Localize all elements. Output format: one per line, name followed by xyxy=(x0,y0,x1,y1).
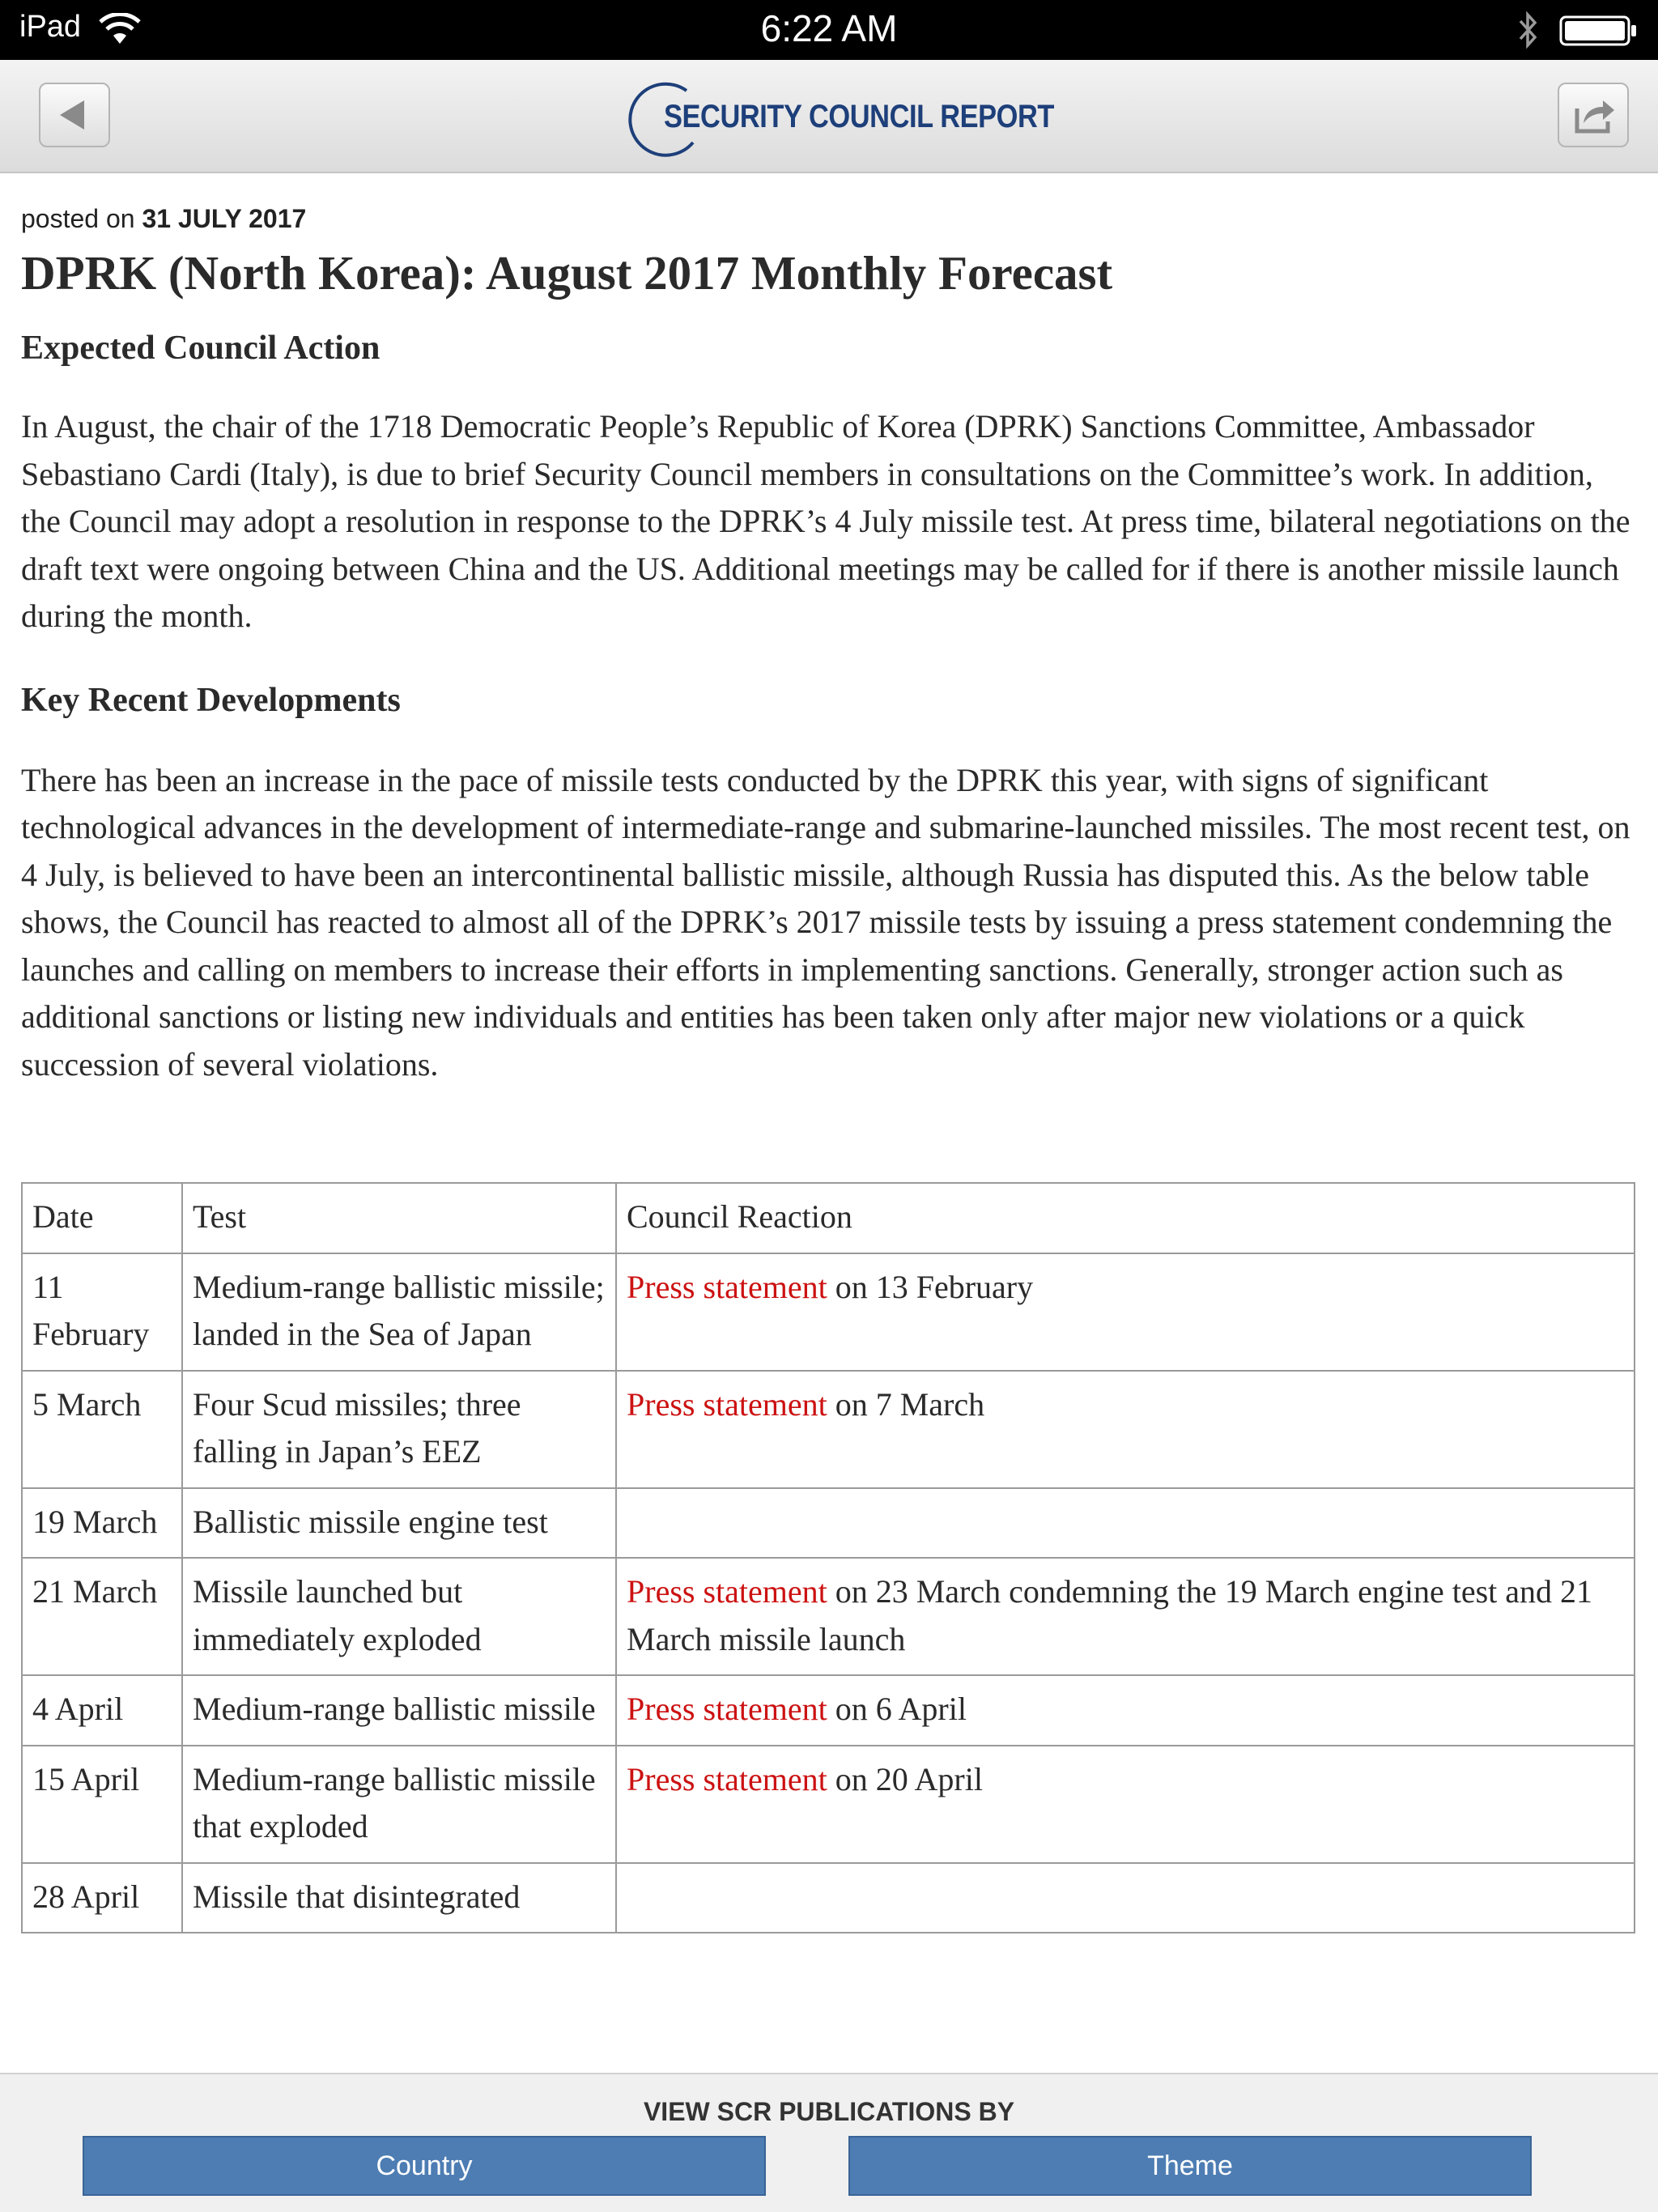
table-row xyxy=(22,1253,1635,1371)
reaction-text: on 7 March xyxy=(827,1385,985,1423)
site-logo[interactable] xyxy=(623,74,1054,162)
article-title: DPRK (North Korea): August 2017 Monthly Forecast xyxy=(21,246,1113,300)
column-header-council-reaction: Council Reaction xyxy=(616,1183,1635,1253)
reaction-text: on 6 April xyxy=(827,1691,967,1727)
status-bar xyxy=(0,0,1658,60)
cell-reaction xyxy=(616,1675,1635,1746)
article xyxy=(21,202,1635,1088)
section-text-expected-action: In August, the chair of the 1718 Democratic People’s Republic of Korea (DPRK) Sanctions Committee, Ambassador Sebastiano Cardi (Italy), is due to brief Security Council members in consultations on the Committee’s work. In addition, the Council may adopt a resolution in response to the DPRK’s 4 July missile test. At press time, bilateral negotiations on the draft text were ongoing between China and the US. Additional meetings may be called for if there is another missile launch during the month. xyxy=(21,408,1630,634)
table-row xyxy=(22,1558,1635,1675)
cell-date: 11 February xyxy=(22,1253,182,1371)
table-header-row xyxy=(22,1183,1635,1253)
press-statement-link[interactable]: Press statement xyxy=(627,1691,827,1727)
cell-reaction xyxy=(616,1488,1635,1559)
back-arrow-icon xyxy=(40,84,108,146)
cell-test: Four Scud missiles; three falling in Japan’s EEZ xyxy=(182,1371,616,1488)
cell-date: 15 April xyxy=(22,1746,182,1863)
press-statement-link[interactable]: Press statement xyxy=(627,1760,827,1797)
logo-text: SECURITY COUNCIL REPORT xyxy=(664,99,1054,134)
cell-reaction xyxy=(616,1371,1635,1488)
share-icon xyxy=(1559,84,1627,146)
nav-header xyxy=(0,60,1658,173)
cell-test: Medium-range ballistic missile xyxy=(182,1675,616,1746)
publications-filter-bar xyxy=(0,2073,1658,2212)
cell-date: 28 April xyxy=(22,1863,182,1933)
press-statement-link[interactable]: Press statement xyxy=(627,1385,827,1423)
filter-heading: VIEW SCR PUBLICATIONS BY xyxy=(643,2097,1015,2126)
status-time: 6:22 AM xyxy=(760,7,898,49)
cell-reaction xyxy=(616,1863,1635,1933)
bluetooth-icon xyxy=(1516,10,1540,50)
table-row xyxy=(22,1746,1635,1863)
cell-test: Missile that disintegrated xyxy=(182,1863,616,1933)
cell-reaction xyxy=(616,1558,1635,1675)
table-row xyxy=(22,1863,1635,1933)
reaction-text: on 23 March condemning the 19 March engine test and 21 March missile launch xyxy=(627,1573,1593,1657)
missile-tests-table xyxy=(21,1182,1635,1933)
section-heading-key-developments: Key Recent Developments xyxy=(21,681,401,719)
table-row xyxy=(22,1488,1635,1559)
column-header-test: Test xyxy=(182,1183,616,1253)
cell-test: Medium-range ballistic missile that exploded xyxy=(182,1746,616,1863)
cell-date: 4 April xyxy=(22,1675,182,1746)
cell-date: 19 March xyxy=(22,1488,182,1559)
posted-date: 31 JULY 2017 xyxy=(142,204,307,233)
press-statement-link[interactable]: Press statement xyxy=(627,1573,827,1610)
table-row xyxy=(22,1675,1635,1746)
reaction-text: on 20 April xyxy=(827,1760,983,1797)
cell-date: 21 March xyxy=(22,1558,182,1675)
section-text-key-developments: There has been an increase in the pace of missile tests conducted by the DPRK this year, with signs of significant technological advances in the development of intermediate-range and submarine-launched missiles. The most recent test, on 4 July, is believed to have been an intercontinental ballistic missile, although Russia has disputed this. As the below table shows, the Council has reacted to almost all of the DPRK’s 2017 missile tests by issuing a press statement condemning the launches and calling on members to increase their efforts in implementing sanctions. Generally, stronger action such as additional sanctions or listing new individuals and entities has been taken only after major new violations or a quick succession of several violations. xyxy=(21,761,1630,1083)
cell-reaction xyxy=(616,1746,1635,1863)
cell-date: 5 March xyxy=(22,1371,182,1488)
posted-prefix: posted on xyxy=(21,204,135,233)
back-button[interactable] xyxy=(39,83,110,147)
column-header-date: Date xyxy=(22,1183,182,1253)
cell-test: Missile launched but immediately exploded xyxy=(182,1558,616,1675)
reaction-text: on 13 February xyxy=(827,1268,1034,1305)
share-button[interactable] xyxy=(1558,83,1629,147)
theme-button[interactable]: Theme xyxy=(848,2136,1532,2196)
device-name: iPad xyxy=(19,10,82,44)
cell-test: Medium-range ballistic missile; landed in the Sea of Japan xyxy=(182,1253,616,1371)
battery-icon xyxy=(1559,15,1639,47)
country-button[interactable]: Country xyxy=(83,2136,766,2196)
table-row xyxy=(22,1371,1635,1488)
cell-test: Ballistic missile engine test xyxy=(182,1488,616,1559)
section-heading-expected-action: Expected Council Action xyxy=(21,330,380,367)
press-statement-link[interactable]: Press statement xyxy=(627,1268,827,1305)
cell-reaction xyxy=(616,1253,1635,1371)
post-date-line xyxy=(21,202,1635,235)
